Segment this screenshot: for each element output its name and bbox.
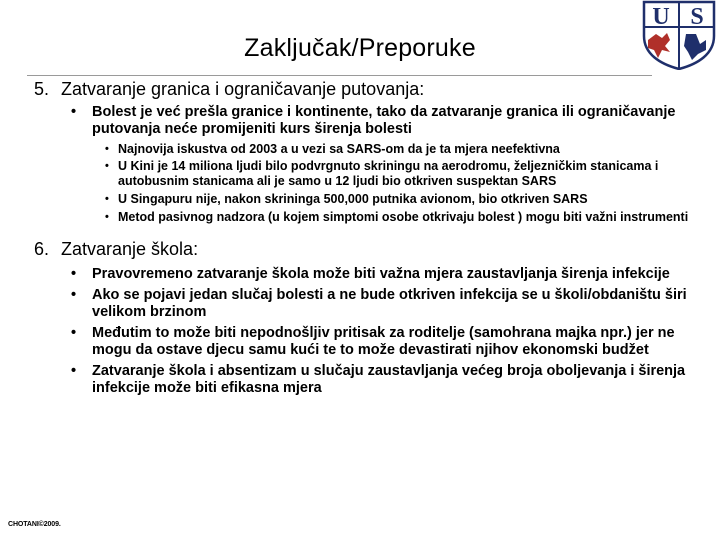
logo-letter-s: S — [690, 4, 704, 30]
section-heading — [34, 78, 694, 100]
bullet-item — [34, 266, 694, 283]
bullet-item — [34, 325, 694, 359]
bullet-text: • Pravovremeno zatvaranje škola može biti važna mjera zaustavljanja širenja infekcije — [92, 266, 670, 282]
sub-bullet-item: • U Kini je 14 miliona ljudi bilo podvrgnuto skriningu na aerodromu, željezničkim stanicama i autobusnim stanicama ali je samo u 12 ljudi bio otkriven suspektan SARS — [34, 159, 694, 189]
bullet-text: • Zatvaranje škola i absentizam u slučaju zaustavljanja većeg broja oboljevanja i širenja infekcije može biti efikasna mjera — [92, 363, 686, 396]
bullet-text: • Ako se pojavi jedan slučaj bolesti a ne bude otkriven infekcija se u školi/obdaništu širi velikom brzinom — [92, 287, 687, 320]
bullet-text: • Bolest je već prešla granice i kontinente, tako da zatvaranje granica ili ograničavanje putovanja neće promijeniti kurs širenja bolesti — [92, 104, 676, 137]
bullet-item — [34, 104, 694, 225]
sub-bullet-item: • Metod pasivnog nadzora (u kojem simptomi osobe otkrivaju bolest ) mogu biti važni instrumenti — [34, 210, 694, 225]
sub-bullet-list — [34, 142, 694, 225]
copyright-credit: CHOTANI©2009. — [8, 521, 61, 528]
bullet-item — [34, 287, 694, 321]
title-underline — [27, 75, 652, 76]
sub-bullet-item: • Najnovija iskustva od 2003 a u vezi sa SARS-om da je ta mjera neefektivna — [34, 142, 694, 157]
section-heading-text: Zatvaranje granica i ograničavanje putovanja: — [61, 79, 425, 99]
bullet-item — [34, 363, 694, 397]
bullet-list — [34, 104, 694, 225]
section-5 — [34, 78, 694, 225]
slide-body — [34, 78, 694, 397]
section-heading — [34, 238, 694, 260]
sub-bullet-item: • U Singapuru nije, nakon skrininga 500,000 putnika avionom, bio otkriven SARS — [34, 192, 694, 207]
section-heading-text: Zatvaranje škola: — [61, 239, 199, 259]
bullet-text: • Međutim to može biti nepodnošljiv pritisak za roditelje (samohrana majka npr.) jer ne mogu da ostave djecu samu kući te to može devastirati njihov ekonomski budžet — [92, 325, 675, 358]
section-number: 6. — [34, 239, 50, 259]
section-6 — [34, 238, 694, 397]
logo-letter-u: U — [652, 4, 670, 30]
bullet-list — [34, 266, 694, 397]
university-shield-logo — [640, 0, 718, 70]
section-number: 5. — [34, 79, 50, 99]
slide-title: Zaključak/Preporuke — [244, 34, 476, 62]
